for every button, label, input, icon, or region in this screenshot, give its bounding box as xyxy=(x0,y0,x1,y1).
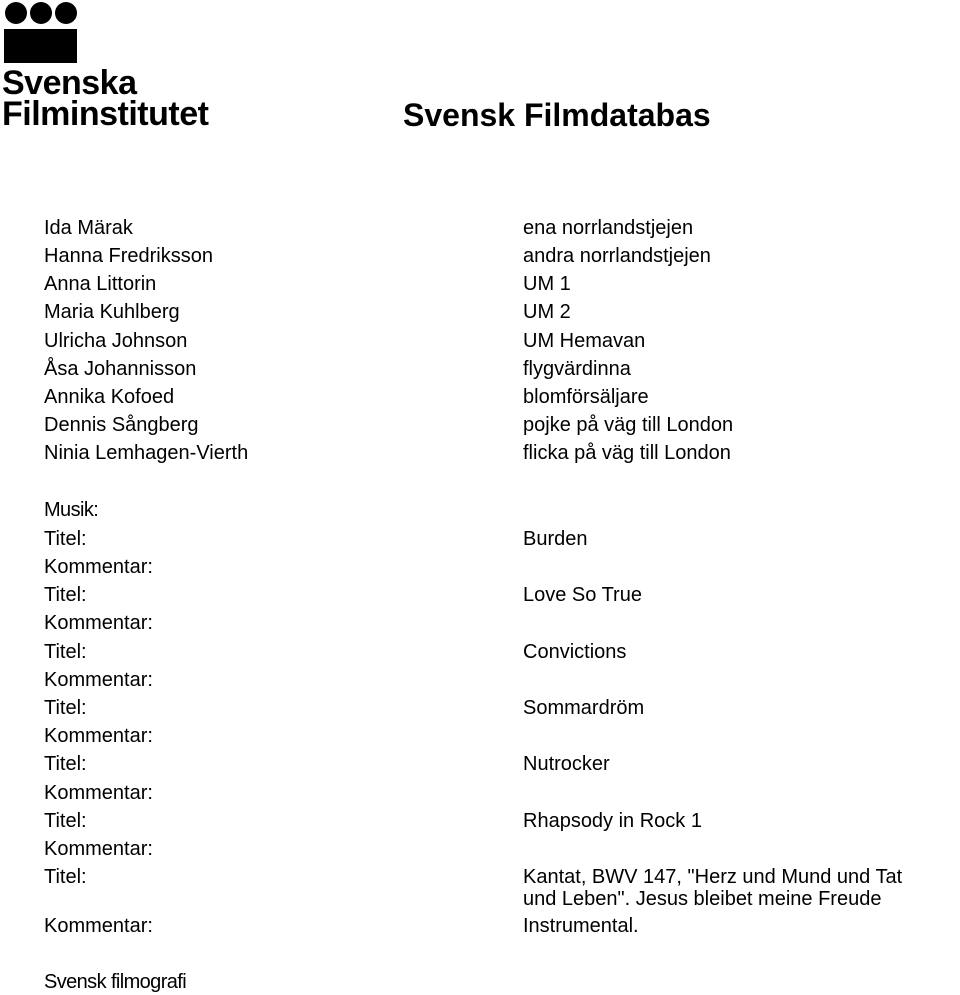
role-name: blomförsäljare xyxy=(523,386,649,408)
comment-label: Kommentar: xyxy=(44,556,153,578)
title-label: Titel: xyxy=(44,810,87,832)
actor-name: Maria Kuhlberg xyxy=(44,301,180,323)
role-name: flicka på väg till London xyxy=(523,442,731,464)
track-title: Nutrocker xyxy=(523,753,610,775)
track-title: Sommardröm xyxy=(523,697,645,719)
title-label: Titel: xyxy=(44,753,87,775)
actor-name: Ulricha Johnson xyxy=(44,330,188,352)
comment-label: Kommentar: xyxy=(44,782,153,804)
music-heading: Musik: xyxy=(44,499,99,521)
role-name: ena norrlandstjejen xyxy=(523,217,694,239)
track-comment: Instrumental. xyxy=(523,915,639,937)
track-title: Convictions xyxy=(523,641,627,663)
comment-label: Kommentar: xyxy=(44,725,153,747)
comment-label: Kommentar: xyxy=(44,669,153,691)
title-label: Titel: xyxy=(44,528,87,550)
actor-name: Ninia Lemhagen-Vierth xyxy=(44,442,249,464)
track-title-line: Kantat, BWV 147, "Herz und Mund und Tat xyxy=(523,866,903,888)
actor-name: Hanna Fredriksson xyxy=(44,245,213,267)
actor-name: Annika Kofoed xyxy=(44,386,175,408)
role-name: andra norrlandstjejen xyxy=(523,245,711,267)
track-title-line: und Leben". Jesus bleibet meine Freude xyxy=(523,888,882,910)
track-title: Burden xyxy=(523,528,588,550)
svensk-filmografi-heading: Svensk filmografi xyxy=(44,971,187,993)
page-title: Svensk Filmdatabas xyxy=(403,97,711,133)
svenska-filminstitutet-logo xyxy=(2,2,209,133)
actor-name: Anna Littorin xyxy=(44,273,157,295)
title-label: Titel: xyxy=(44,697,87,719)
actor-name: Åsa Johannisson xyxy=(44,358,197,380)
role-name: UM Hemavan xyxy=(523,330,646,352)
role-name: UM 1 xyxy=(523,273,571,295)
role-name: flygvärdinna xyxy=(523,358,631,380)
actor-name: Dennis Sångberg xyxy=(44,414,199,436)
logo-text-line2: Filminstitutet xyxy=(2,95,209,133)
logo-block xyxy=(4,29,77,63)
track-title-multiline xyxy=(523,866,902,910)
actor-name: Ida Märak xyxy=(44,217,133,239)
role-name: UM 2 xyxy=(523,301,571,323)
title-label: Titel: xyxy=(44,641,87,663)
comment-label: Kommentar: xyxy=(44,915,153,937)
comment-label: Kommentar: xyxy=(44,612,153,634)
track-title: Rhapsody in Rock 1 xyxy=(523,810,702,832)
logo-text-line1: Svenska xyxy=(2,64,137,102)
role-name: pojke på väg till London xyxy=(523,414,734,436)
comment-label: Kommentar: xyxy=(44,838,153,860)
track-title: Love So True xyxy=(523,584,642,606)
title-label: Titel: xyxy=(44,584,87,606)
title-label: Titel: xyxy=(44,866,87,888)
